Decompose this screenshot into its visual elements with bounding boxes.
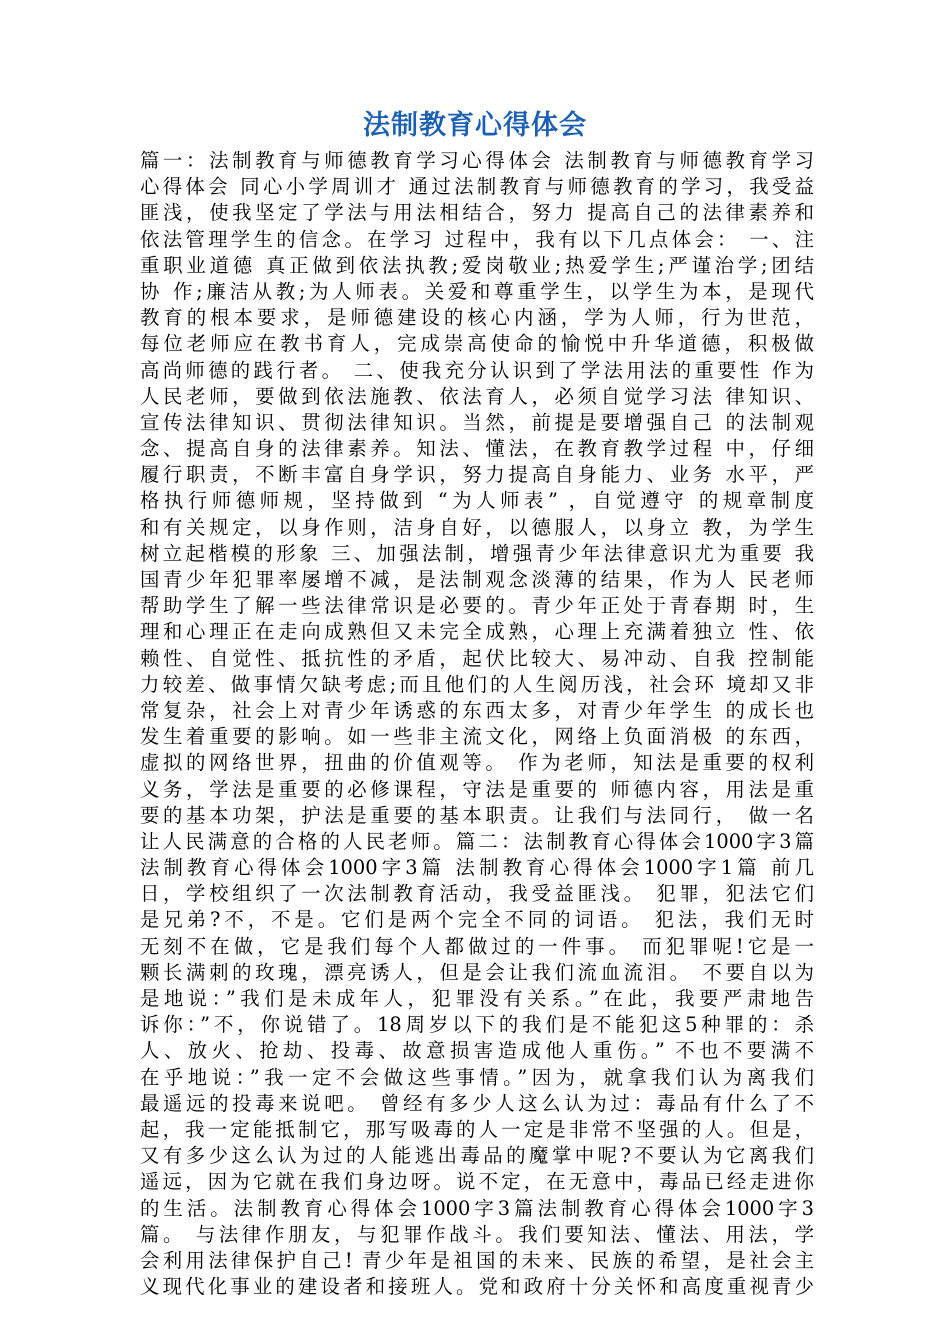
body-line: 每位老师应在教书育人，完成崇高使命的愉悦中升华道德，积极做 [140,332,814,356]
body-line: 颗长满刺的玫瑰，漂亮诱人，但是会让我们流血流泪。 不要自以为 [140,960,814,984]
body-line: 高尚师德的践行者。 二、使我充分认识到了学法用法的重要性 作为 [140,358,814,382]
body-line: 会利用法律保护自己! 青少年是祖国的未来、民族的希望，是社会主 [140,1248,814,1272]
body-line: 发生着重要的影响。如一些非主流文化，网络上负面消极 的东西， [140,725,814,749]
body-line: 常复杂，社会上对青少年诱惑的东西太多，对青少年学生 的成长也 [140,698,814,722]
body-line: 和有关规定，以身作则，洁身自好，以德服人，以身立 教，为学生 [140,515,814,539]
body-line: 心得体会 同心小学周训才 通过法制教育与师德教育的学习，我受益 [140,175,814,199]
body-line: 帮助学生了解一些法律常识是必要的。青少年正处于青春期 时，生 [140,594,814,618]
body-line: 虚拟的网络世界，扭曲的价值观等。 作为老师，知法是重要的权利 [140,751,814,775]
body-line: 的生活。法制教育心得体会1000字3篇法制教育心得体会1000字3 [140,1196,814,1220]
body-line: 念、提高自身的法律素养。知法、懂法，在教育教学过程 中，仔细 [140,437,814,461]
body-line: 篇。 与法律作朋友，与犯罪作战斗。我们要知法、懂法、用法，学 [140,1222,814,1246]
body-line: 赖性、自觉性、抵抗性的矛盾，起伏比较大、易冲动、自我 控制能 [140,646,814,670]
body-line: 诉你：”不，你说错了。18周岁以下的我们是不能犯这5种罪的：杀 [140,1013,814,1037]
body-line: 无刻不在做，它是我们每个人都做过的一件事。 而犯罪呢!它是一 [140,934,814,958]
body-line: 起，我一定能抵制它，那写吸毒的人一定是非常不坚强的人。但是， [140,1117,814,1141]
body-line: 重职业道德 真正做到依法执教;爱岗敬业;热爱学生;严谨治学;团结 [140,253,814,277]
body-line: 理和心理正在走向成熟但又未完全成熟，心理上充满着独立 性、依 [140,620,814,644]
body-line: 树立起楷模的形象 三、加强法制，增强青少年法律意识尤为重要 我 [140,541,814,565]
body-line: 义务，学法是重要的必修课程，守法是重要的 师德内容，用法是重 [140,777,814,801]
body-line: 宣传法律知识、贯彻法律知识。当然，前提是要增强自己 的法制观 [140,410,814,434]
body-line: 人民老师，要做到依法施教、依法育人，必须自觉学习法 律知识、 [140,384,814,408]
document-body [140,148,814,1300]
body-line: 依法管理学生的信念。在学习 过程中，我有以下几点体会： 一、注 [140,227,814,251]
body-line: 力较差、做事情欠缺考虑;而且他们的人生阅历浅，社会环 境却又非 [140,672,814,696]
body-line: 人、放火、抢劫、投毒、故意损害造成他人重伤。” 不也不要满不 [140,1039,814,1063]
body-line: 是兄弟?不，不是。它们是两个完全不同的词语。 犯法，我们无时 [140,908,814,932]
body-line: 匪浅，使我坚定了学法与用法相结合，努力 提高自己的法律素养和 [140,201,814,225]
body-line: 履行职责，不断丰富自身学识，努力提高自身能力、业务 水平，严 [140,463,814,487]
body-line: 最遥远的投毒来说吧。 曾经有多少人这么认为过：毒品有什么了不 [140,1091,814,1115]
body-line: 格执行师德师规，坚持做到 “为人师表” ，自觉遵守 的规章制度 [140,489,814,513]
body-line: 教育的根本要求，是师德建设的核心内涵，学为人师，行为世范， [140,306,814,330]
body-line: 法制教育心得体会1000字3篇 法制教育心得体会1000字1篇 前几 [140,856,814,880]
body-line: 义现代化事业的建设者和接班人。党和政府十分关怀和高度重视青少 [140,1275,814,1299]
body-line: 要的基本功架，护法是重要的基本职责。让我们与法同行， 做一名 [140,803,814,827]
body-line: 让人民满意的合格的人民老师。篇二：法制教育心得体会1000字3篇 [140,829,814,853]
body-line: 日，学校组织了一次法制教育活动，我受益匪浅。 犯罪，犯法它们 [140,882,814,906]
body-line: 协 作;廉洁从教;为人师表。关爱和尊重学生，以学生为本，是现代 [140,279,814,303]
body-line: 篇一：法制教育与师德教育学习心得体会 法制教育与师德教育学习 [140,149,814,172]
body-line: 遥远，因为它就在我们身边呀。说不定，在无意中，毒品已经走进你 [140,1170,814,1194]
document-title: 法制教育心得体会 [363,110,587,141]
body-line: 国青少年犯罪率屡增不减，是法制观念淡薄的结果，作为人 民老师 [140,568,814,591]
body-line: 在乎地说：”我一定不会做这些事情。”因为，就拿我们认为离我们 [140,1065,814,1089]
body-line: 又有多少这么认为过的人能逃出毒品的魔掌中呢?不要认为它离我们 [140,1144,814,1168]
body-line: 是地说：”我们是未成年人，犯罪没有关系。”在此，我要严肃地告 [140,987,814,1010]
